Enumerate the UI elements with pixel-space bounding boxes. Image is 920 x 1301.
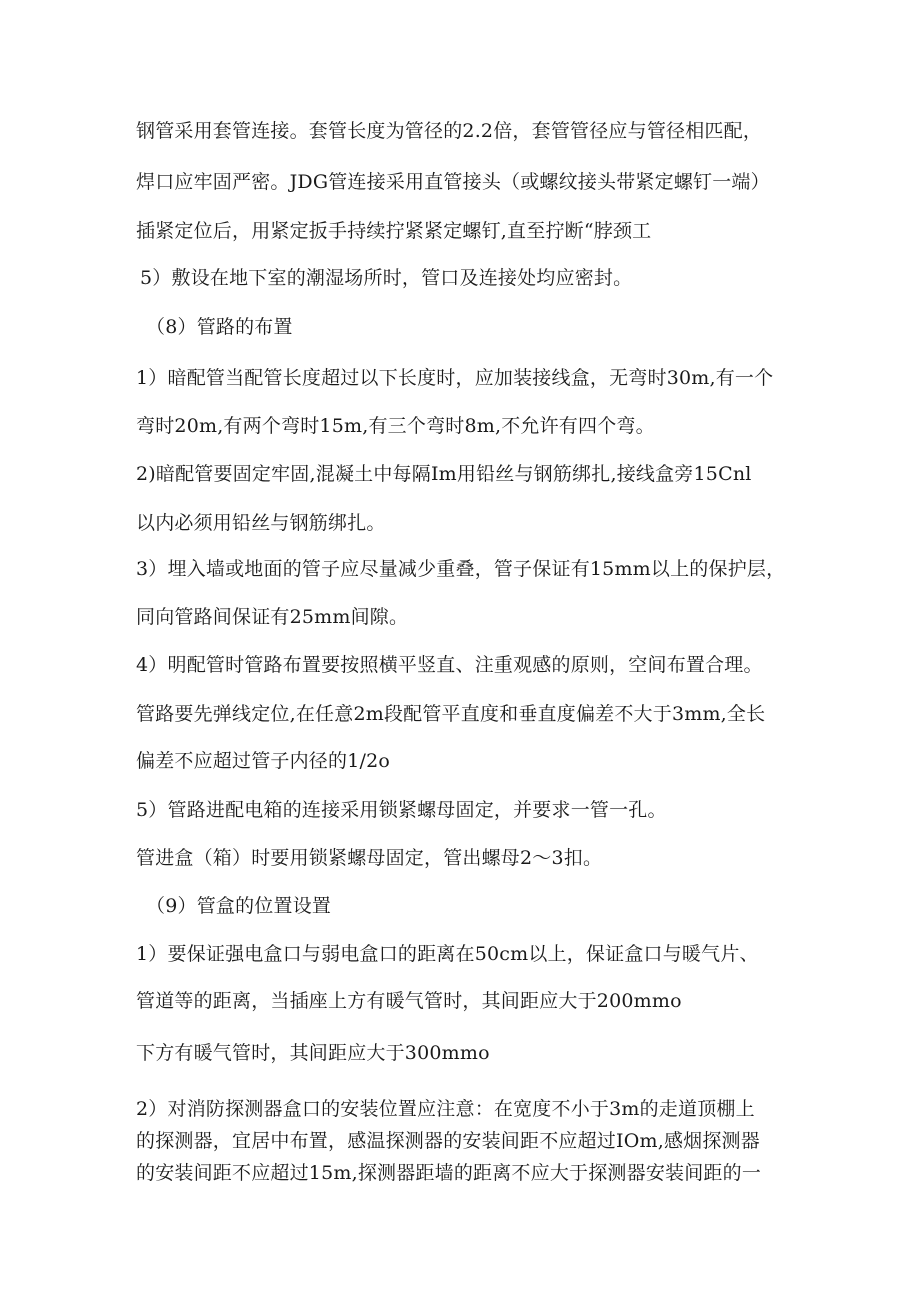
- section-heading-9: （9）管盒的位置设置: [146, 895, 332, 917]
- text-line-18: 1）要保证强电盒口与弱电盒口的距离在50cm以上，保证盒口与暖气片、: [136, 943, 759, 965]
- text-line-1: 钢管采用套管连接。套管长度为管径的2.2倍，套管管径应与管径相匹配，: [136, 120, 763, 142]
- text-line-23: 的安装间距不应超过15m,探测器距墙的距离不应大于探测器安装间距的一: [136, 1162, 762, 1184]
- text-line-7: 弯时20m,有两个弯时15m,有三个弯时8m,不允许有四个弯。: [136, 415, 655, 437]
- text-line-12: 4）明配管时管路布置要按照横平竖直、注重观感的原则，空间布置合理。: [136, 654, 763, 676]
- text-line-16: 管进盒（箱）时要用锁紧螺母固定，管出螺母2〜3扣。: [136, 847, 603, 869]
- text-line-13: 管路要先弹线定位,在任意2m段配管平直度和垂直度偏差不大于3mm,全长: [136, 703, 766, 725]
- text-line-6: 1）暗配管当配管长度超过以下长度时，应加装接线盒，无弯时30m,有一个: [136, 367, 774, 389]
- text-line-22: 的探测器，宜居中布置，感温探测器的安装间距不应超过IOm,感烟探测器: [136, 1130, 760, 1152]
- text-line-4: 5）敷设在地下室的潮湿场所时，管口及连接处均应密封。: [140, 267, 633, 289]
- text-line-3: 插紧定位后，用紧定扳手持续拧紧紧定螺钉,直至拧断“脖颈工: [136, 220, 652, 242]
- text-line-10: 3）埋入墙或地面的管子应尽量减少重叠，管子保证有15mm以上的保护层，: [136, 558, 786, 580]
- text-line-2: 焊口应牢固严密。JDG管连接采用直管接头（或螺纹接头带紧定螺钉一端）: [136, 171, 770, 193]
- text-line-14: 偏差不应超过管子内径的1/2o: [136, 750, 391, 772]
- text-line-11: 同向管路间保证有25mm间隙。: [136, 606, 409, 628]
- text-line-20: 下方有暖气管时，其间距应大于300mmo: [136, 1042, 490, 1064]
- text-line-8: 2)暗配管要固定牢固,混凝土中每隔Im用铅丝与钢筋绑扎,接线盒旁15Cnl: [136, 463, 752, 485]
- text-line-15: 5）管路进配电箱的连接采用锁紧螺母固定，并要求一管一孔。: [136, 799, 667, 821]
- text-line-9: 以内必须用铅丝与钢筋绑扎。: [136, 512, 386, 534]
- text-line-21: 2）对消防探测器盒口的安装位置应注意：在宽度不小于3m的走道顶棚上: [136, 1098, 755, 1120]
- text-line-19: 管道等的距离，当插座上方有暖气管时，其间距应大于200mmo: [136, 990, 682, 1012]
- section-heading-8: （8）管路的布置: [146, 316, 293, 338]
